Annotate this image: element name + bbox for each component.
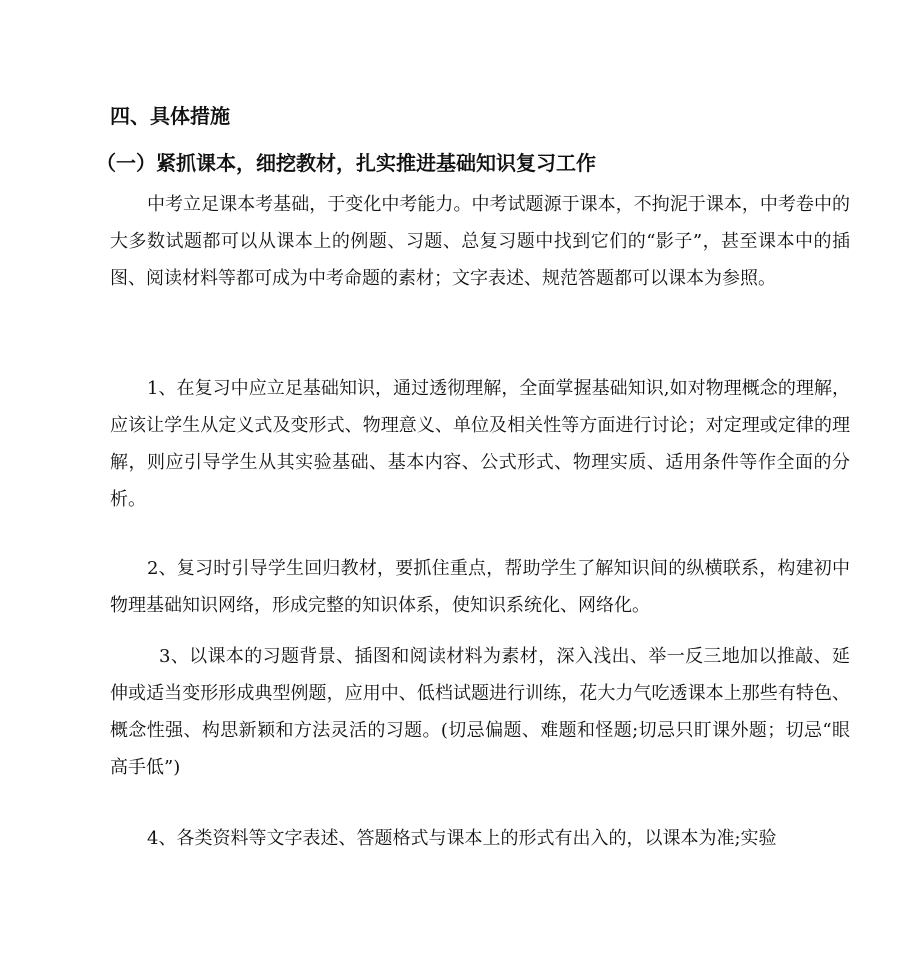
paragraph-intro: 中考立足课本考基础，于变化中考能力。中考试题源于课本，不拘泥于课本，中考卷中的大多数试题都可以从课本上的例题、习题、总复习题中找到它们的“影子”，甚至课本中的插图、阅读材料等都可成为中考命题的素材；文字表述、规范答题都可以课本为参照。 <box>110 194 850 289</box>
section-title: 四、具体措施 <box>110 104 230 128</box>
subsection-title: （一）紧抓课本，细挖教材，扎实推进基础知识复习工作 <box>96 151 596 175</box>
paragraph-item-2: 2、复习时引导学生回归教材，要抓住重点，帮助学生了解知识间的纵横联系，构建初中物理基础知识网络，形成完整的知识体系，使知识系统化、网络化。 <box>110 558 850 616</box>
paragraph-item-3: 3、以课本的习题背景、插图和阅读材料为素材，深入浅出、举一反三地加以推敲、延伸或适当变形形成典型例题，应用中、低档试题进行训练，花大力气吃透课本上那些有特色、概念性强、构思新颖和方法灵活的习题。(切忌偏题、难题和怪题;切忌只盯课外题；切忌“眼高手低”) <box>110 646 850 778</box>
paragraph-item-4: 4、各类资料等文字表述、答题格式与课本上的形式有出入的，以课本为准;实验 <box>147 828 777 849</box>
paragraph-item-1: 1、在复习中应立足基础知识，通过透彻理解，全面掌握基础知识,如对物理概念的理解，应该让学生从定义式及变形式、物理意义、单位及相关性等方面进行讨论；对定理或定律的理解，则应引导学生从其实验基础、基本内容、公式形式、物理实质、适用条件等作全面的分析。 <box>110 378 850 510</box>
